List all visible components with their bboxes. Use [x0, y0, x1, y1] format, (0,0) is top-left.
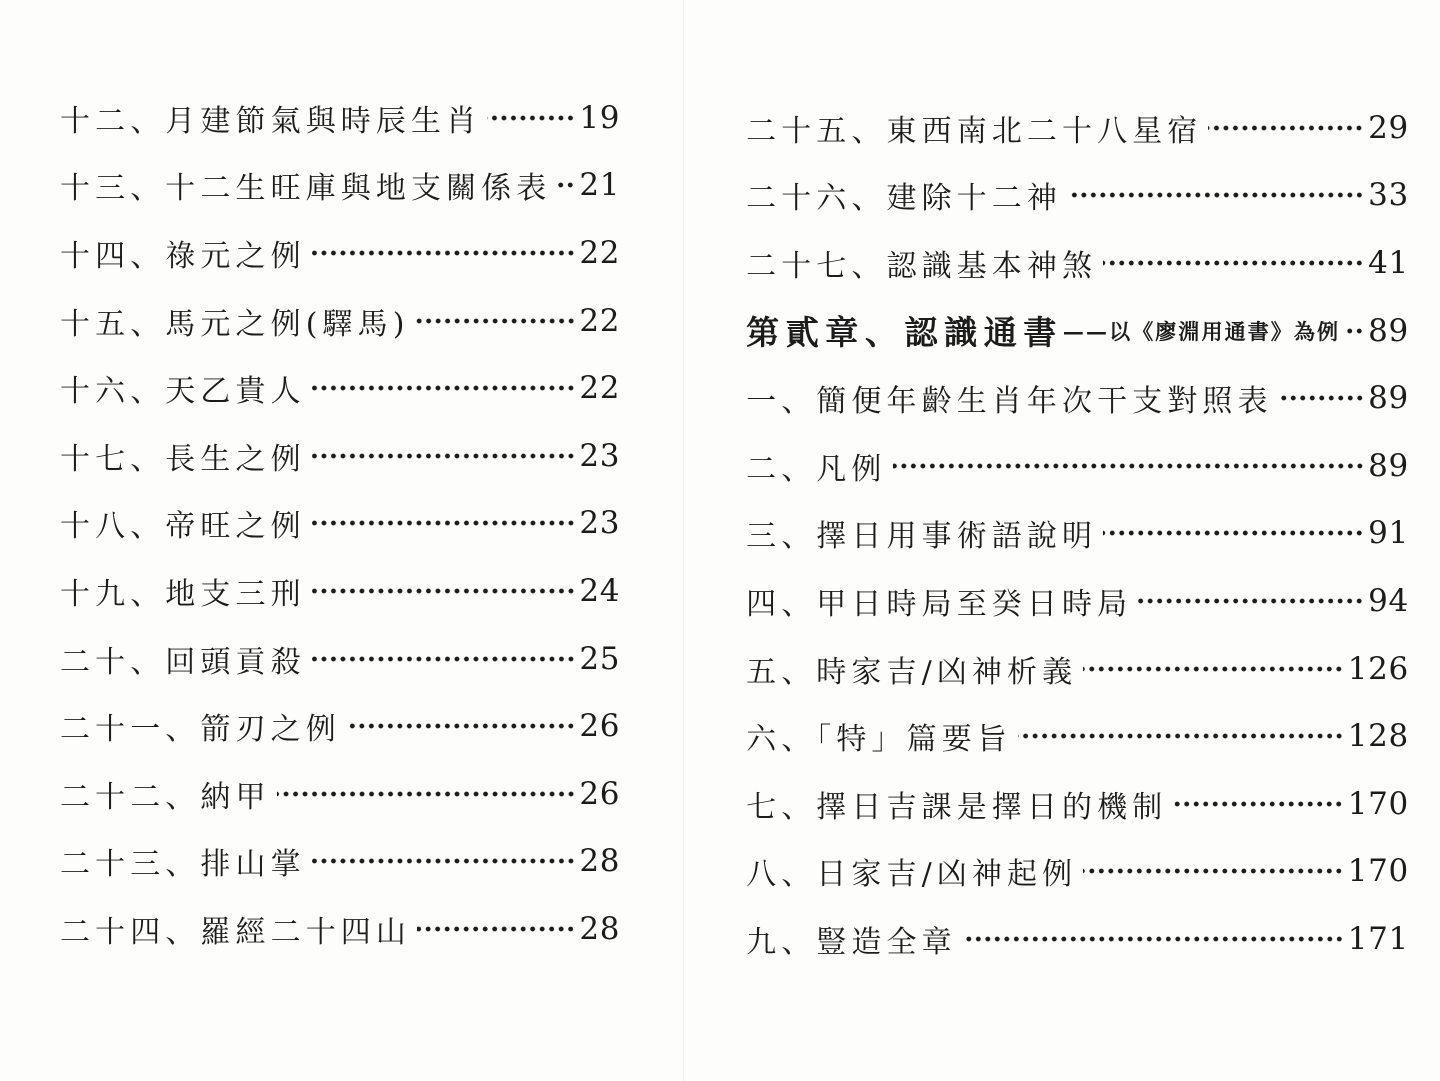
dot-leader	[416, 304, 576, 338]
page-number: 28	[579, 910, 621, 947]
toc-entry-label: 二、凡例	[746, 451, 887, 487]
toc-row	[60, 84, 620, 152]
toc-entry-label: 二十、回頭貢殺	[60, 644, 306, 680]
dot-leader	[1018, 719, 1344, 753]
page-number: 22	[579, 234, 621, 271]
toc-entry-label: 三、擇日用事術語說明	[746, 519, 1098, 555]
toc-entry-label: 五、時家吉/凶神析義	[746, 654, 1078, 690]
dot-leader	[893, 449, 1365, 483]
page-number: 23	[579, 437, 621, 474]
dot-leader	[417, 912, 575, 946]
page-number: 24	[579, 572, 621, 609]
toc-entry-label: 二十一、箭刃之例	[60, 712, 341, 748]
toc-entry-label: 十四、祿元之例	[60, 238, 306, 274]
dot-leader	[1208, 111, 1364, 145]
page-number: 26	[579, 775, 621, 812]
page-number: 89	[1368, 447, 1409, 484]
dot-leader	[1083, 854, 1344, 888]
left-page-entries	[60, 84, 620, 963]
dot-leader	[1103, 246, 1364, 280]
toc-entry-label: 七、擇日吉課是擇日的機制	[746, 789, 1168, 825]
page-number: 22	[579, 302, 621, 339]
dot-leader	[277, 777, 576, 811]
dot-leader	[312, 642, 576, 676]
dot-leader	[312, 574, 576, 608]
page-number: 94	[1368, 582, 1409, 619]
page-number: 89	[1368, 312, 1409, 349]
page-number: 89	[1368, 380, 1409, 417]
toc-entry-label: 二十二、納甲	[60, 779, 271, 815]
right-page-entries	[746, 94, 1409, 973]
toc-row	[746, 635, 1409, 703]
page-number: 171	[1347, 920, 1409, 957]
page-number: 41	[1368, 244, 1409, 281]
toc-entry-label: 八、日家吉/凶神起例	[746, 857, 1078, 893]
page-number: 21	[579, 167, 621, 204]
page-number: 91	[1368, 515, 1409, 552]
toc-entry-label: 二十五、東西南北二十八星宿	[746, 113, 1203, 149]
dot-leader	[1068, 178, 1364, 212]
page-number: 33	[1368, 177, 1409, 214]
toc-row	[746, 702, 1409, 770]
toc-row	[746, 905, 1409, 973]
toc-entry-label: 十六、天乙貴人	[60, 374, 306, 410]
toc-row	[746, 94, 1409, 162]
right-page	[684, 0, 1440, 1081]
toc-row	[746, 770, 1409, 838]
dot-leader	[1083, 652, 1344, 686]
toc-entry-label: 六、「特」篇要旨	[746, 722, 1012, 758]
page-number: 28	[579, 843, 621, 880]
toc-row	[60, 760, 620, 828]
toc-row	[60, 219, 620, 287]
toc-row	[746, 229, 1409, 297]
toc-entry-label: 十七、長生之例	[60, 441, 306, 477]
dot-leader	[347, 709, 576, 743]
toc-row	[60, 490, 620, 558]
toc-row	[60, 422, 620, 490]
toc-row	[60, 692, 620, 760]
toc-entry-label: 二十七、認識基本神煞	[746, 248, 1098, 284]
toc-entry-label: 十八、帝旺之例	[60, 509, 306, 545]
toc-row	[746, 432, 1409, 500]
dot-leader	[557, 168, 575, 202]
dot-leader	[1279, 381, 1365, 415]
page-number: 170	[1347, 785, 1409, 822]
dot-leader	[1346, 314, 1364, 348]
dot-leader	[312, 844, 576, 878]
toc-entry-subtitle: ——以《廖淵用通書》為例	[1062, 318, 1341, 344]
toc-row	[746, 838, 1409, 906]
toc-entry-label: 十九、地支三刑	[60, 576, 306, 612]
toc-row	[60, 828, 620, 896]
page-number: 19	[579, 99, 621, 136]
toc-row	[746, 297, 1409, 365]
page-number: 128	[1347, 718, 1409, 755]
toc-entry-label: 一、簡便年齡生肖年次干支對照表	[746, 384, 1273, 420]
toc-entry-label: 四、甲日時局至癸日時局	[746, 586, 1133, 622]
toc-entry-label: 十二、月建節氣與時辰生肖	[60, 103, 482, 139]
toc-row	[60, 287, 620, 355]
dot-leader	[1173, 787, 1343, 821]
toc-row	[60, 557, 620, 625]
toc-entry-label: 二十四、羅經二十四山	[60, 914, 411, 950]
dot-leader	[1103, 516, 1364, 550]
toc-entry-label: 二十三、排山掌	[60, 847, 306, 883]
dot-leader	[312, 439, 576, 473]
toc-row	[60, 895, 620, 963]
dot-leader	[312, 236, 576, 270]
dot-leader	[1138, 584, 1364, 618]
page-number: 25	[579, 640, 621, 677]
page-number: 22	[579, 370, 621, 407]
toc-entry-label: 二十六、建除十二神	[746, 181, 1062, 217]
toc-entry-label: 十五、馬元之例(驛馬)	[60, 306, 410, 342]
page-number: 126	[1347, 650, 1409, 687]
toc-row	[746, 162, 1409, 230]
dot-leader	[963, 922, 1344, 956]
toc-row	[60, 625, 620, 693]
toc-entry-label: 十三、十二生旺庫與地支關係表	[60, 171, 552, 207]
page-number: 23	[579, 505, 621, 542]
dot-leader	[312, 506, 576, 540]
toc-row	[746, 364, 1409, 432]
toc-row	[60, 354, 620, 422]
toc-row	[746, 567, 1409, 635]
page-number: 29	[1368, 109, 1409, 146]
left-page	[0, 0, 683, 1081]
toc-entry-label: 九、豎造全章	[746, 924, 957, 960]
toc-row	[60, 152, 620, 220]
page-number: 170	[1347, 853, 1409, 890]
dot-leader	[487, 101, 575, 135]
toc-row	[746, 500, 1409, 568]
page-number: 26	[579, 708, 621, 745]
toc-entry-label: 第貳章、認識通書	[746, 313, 1063, 353]
dot-leader	[312, 371, 576, 405]
